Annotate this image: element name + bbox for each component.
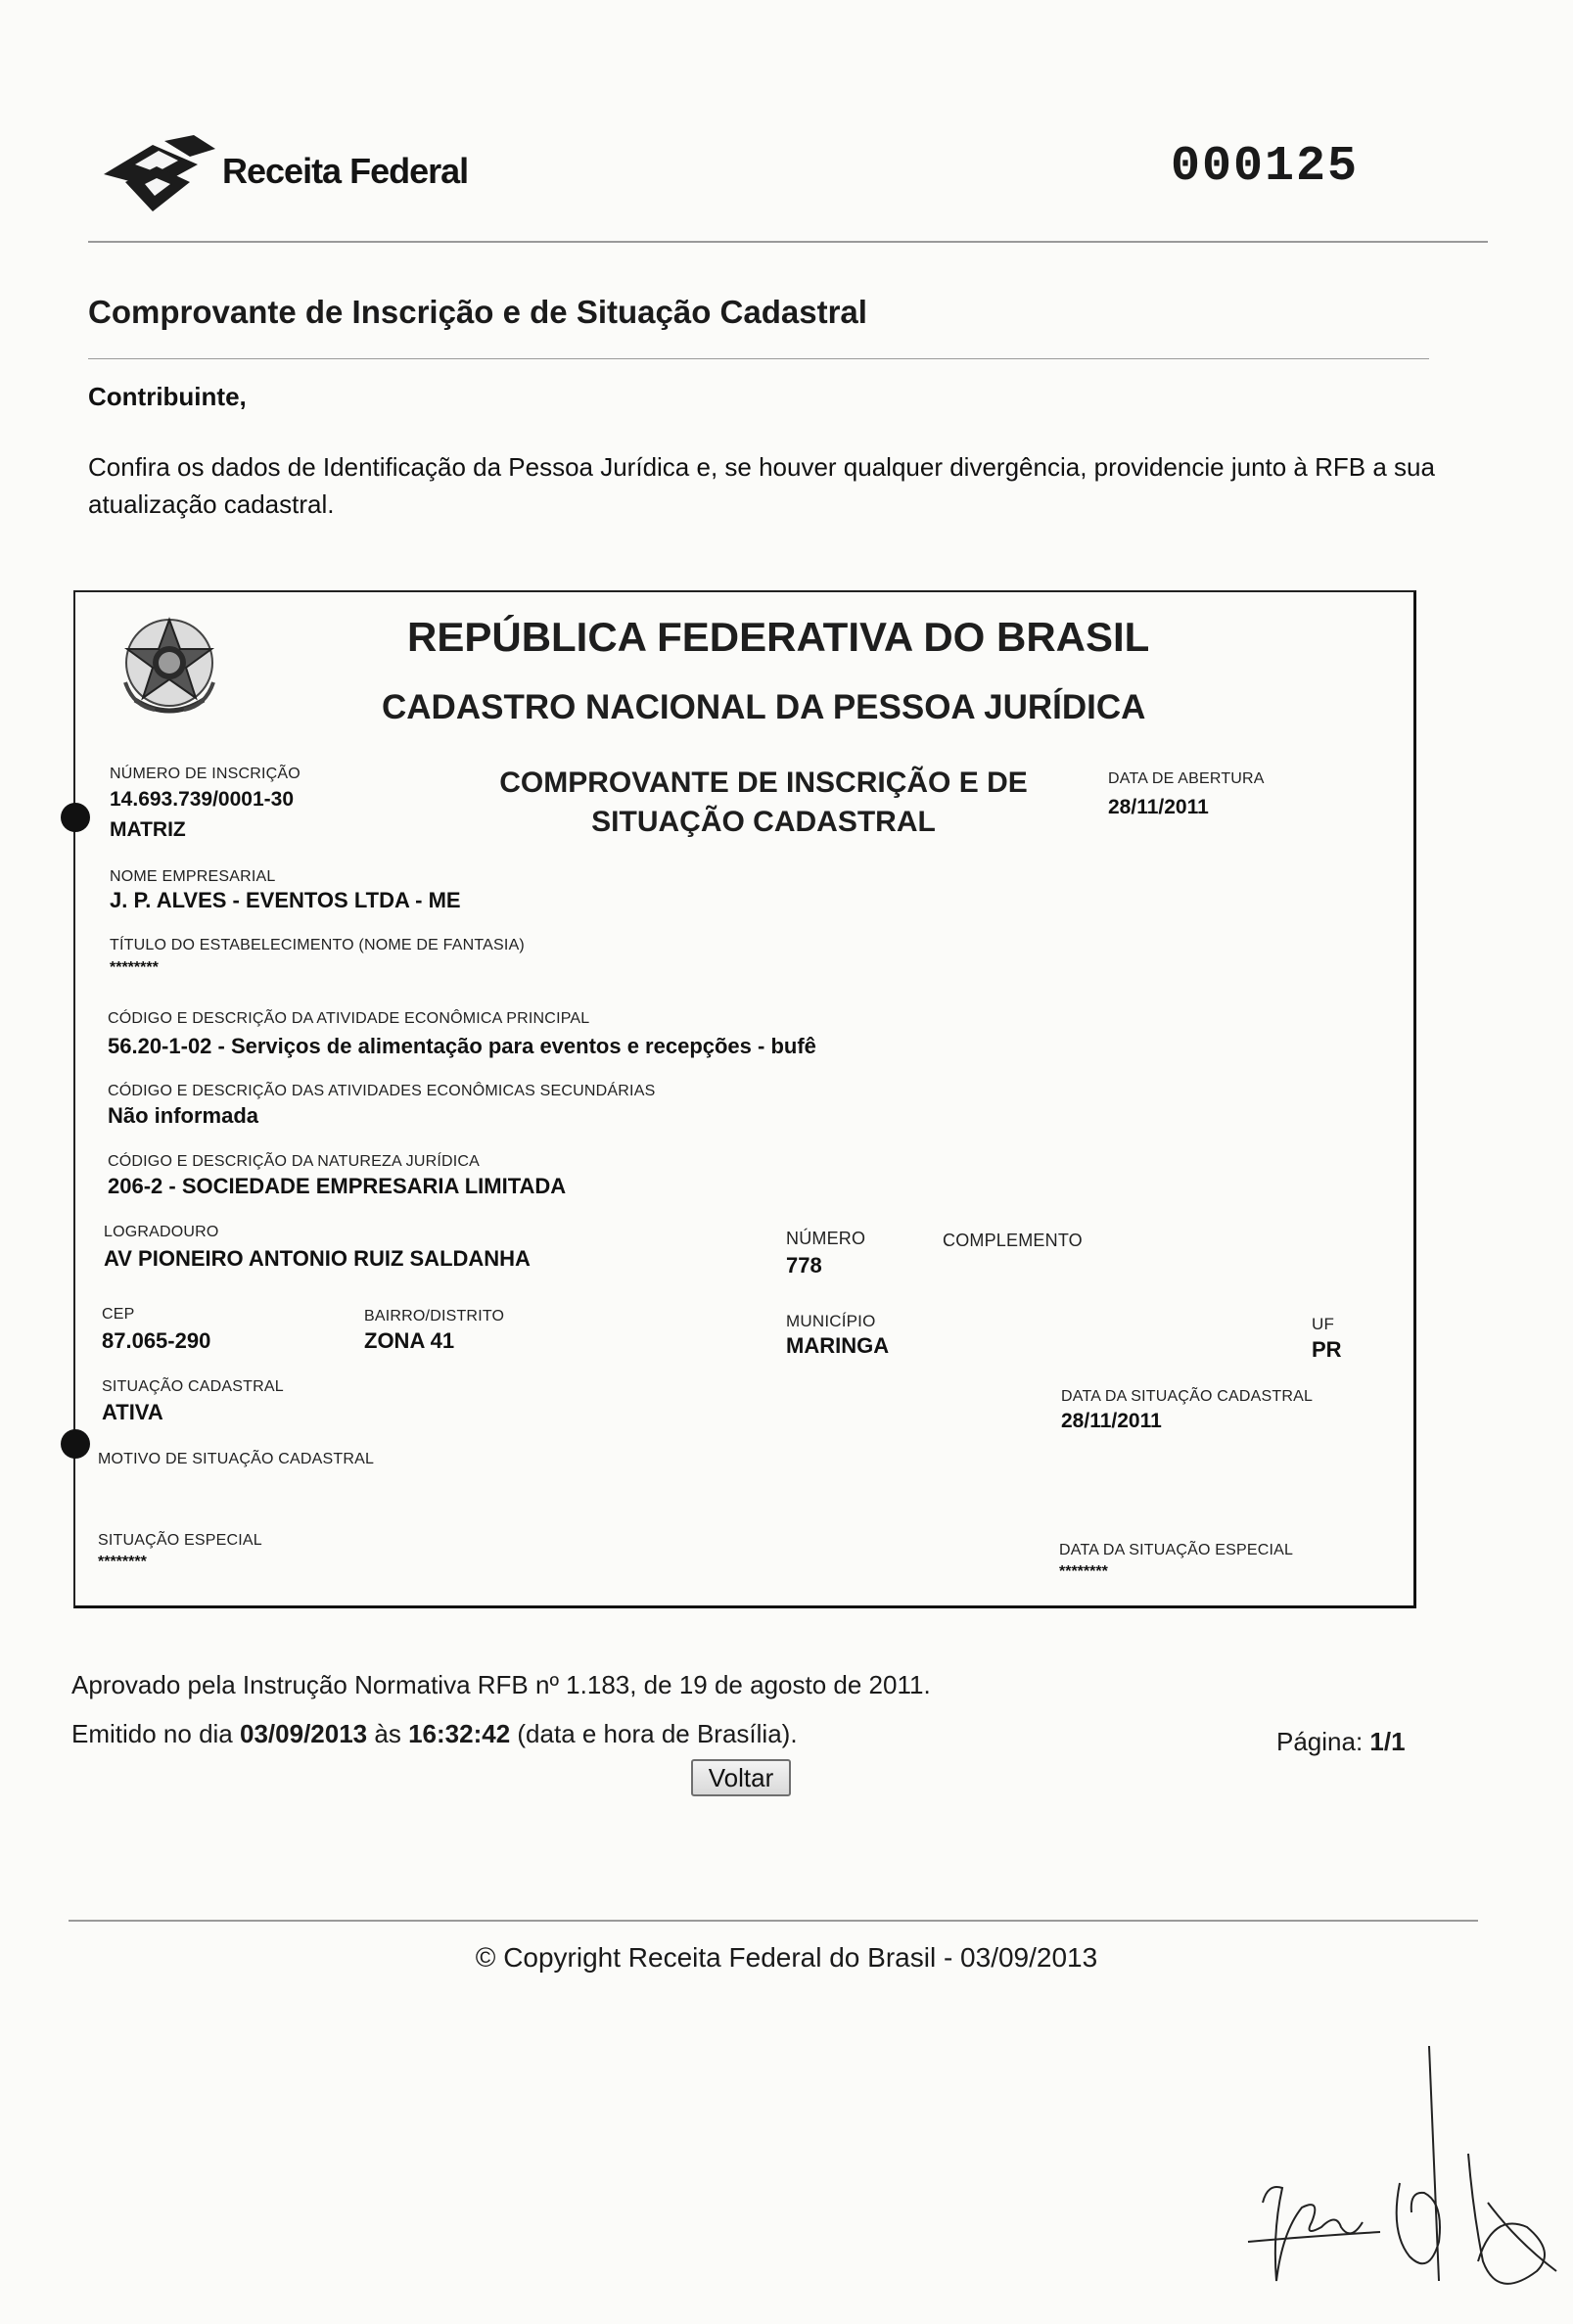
value-numero: 778	[786, 1253, 822, 1278]
label-situacao-cadastral: SITUAÇÃO CADASTRAL	[102, 1378, 284, 1395]
heading-comprovante: COMPROVANTE DE INSCRIÇÃO E DE SITUAÇÃO CADASTRAL	[499, 767, 1028, 838]
logo-text: Receita Federal	[222, 151, 469, 191]
emitido-hora: 16:32:42	[408, 1719, 511, 1748]
heading-republica: REPÚBLICA FEDERATIVA DO BRASIL	[407, 614, 1150, 660]
value-uf: PR	[1312, 1337, 1342, 1362]
label-atividades-secundarias: CÓDIGO E DESCRIÇÃO DAS ATIVIDADES ECONÔMICAS SECUNDÁRIAS	[108, 1083, 656, 1099]
emitido-suffix: (data e hora de Brasília).	[517, 1719, 798, 1748]
label-data-abertura: DATA DE ABERTURA	[1108, 770, 1265, 787]
page-title: Comprovante de Inscrição e de Situação Cadastral	[88, 294, 867, 330]
aprovado-text: Aprovado pela Instrução Normativa RFB nº 1.183, de 19 de agosto de 2011.	[71, 1670, 931, 1699]
value-logradouro: AV PIONEIRO ANTONIO RUIZ SALDANHA	[104, 1246, 531, 1271]
label-situacao-especial: SITUAÇÃO ESPECIAL	[98, 1532, 262, 1549]
greeting: Contribuinte,	[88, 382, 247, 411]
value-data-situacao-especial: ********	[1059, 1563, 1108, 1580]
emitido-prefix: Emitido no dia	[71, 1719, 233, 1748]
label-data-situacao-cadastral: DATA DA SITUAÇÃO CADASTRAL	[1061, 1388, 1314, 1405]
pagina-indicator	[1276, 1727, 1406, 1757]
value-atividades-secundarias: Não informada	[108, 1103, 259, 1128]
label-complemento: COMPLEMENTO	[943, 1231, 1083, 1250]
label-logradouro: LOGRADOURO	[104, 1224, 219, 1240]
voltar-button[interactable]: Voltar	[691, 1759, 791, 1796]
title-divider	[88, 358, 1429, 359]
emitido-line	[71, 1719, 798, 1749]
label-titulo-estabelecimento: TÍTULO DO ESTABELECIMENTO (NOME DE FANTASIA)	[110, 937, 525, 953]
value-cep: 87.065-290	[102, 1328, 211, 1353]
label-municipio: MUNICÍPIO	[786, 1312, 876, 1330]
value-natureza-juridica: 206-2 - SOCIEDADE EMPRESARIA LIMITADA	[108, 1174, 567, 1198]
value-tipo-estabelecimento: MATRIZ	[110, 818, 186, 841]
label-cep: CEP	[102, 1306, 135, 1323]
label-motivo-situacao: MOTIVO DE SITUAÇÃO CADASTRAL	[98, 1451, 375, 1467]
copyright-text: © Copyright Receita Federal do Brasil - 03/09/2013	[475, 1942, 1098, 1973]
punch-hole-bottom	[61, 1429, 90, 1459]
value-data-abertura: 28/11/2011	[1108, 796, 1209, 818]
label-nome-empresarial: NOME EMPRESARIAL	[110, 868, 276, 885]
label-bairro: BAIRRO/DISTRITO	[364, 1308, 505, 1325]
emitido-as: às	[374, 1719, 401, 1748]
header-divider	[88, 241, 1488, 243]
value-titulo-estabelecimento: ********	[110, 959, 159, 976]
pagina-label: Página:	[1276, 1727, 1364, 1756]
heading-cadastro: CADASTRO NACIONAL DA PESSOA JURÍDICA	[382, 688, 1146, 726]
label-natureza-juridica: CÓDIGO E DESCRIÇÃO DA NATUREZA JURÍDICA	[108, 1153, 480, 1170]
value-data-situacao-cadastral: 28/11/2011	[1061, 1410, 1162, 1432]
value-bairro: ZONA 41	[364, 1328, 455, 1353]
value-atividade-principal: 56.20-1-02 - Serviços de alimentação para eventos e recepções - bufê	[108, 1034, 816, 1058]
handwritten-signature	[1243, 2036, 1566, 2320]
value-nome-empresarial: J. P. ALVES - EVENTOS LTDA - ME	[110, 888, 461, 912]
coat-of-arms-icon	[116, 612, 223, 721]
emitido-data: 03/09/2013	[240, 1719, 368, 1748]
document-number-stamp: 000125	[1171, 139, 1360, 195]
label-numero: NÚMERO	[786, 1229, 866, 1248]
receita-federal-logo	[96, 127, 468, 215]
receita-federal-emblem-icon	[96, 127, 218, 215]
value-numero-inscricao: 14.693.739/0001-30	[110, 788, 295, 811]
value-situacao-especial: ********	[98, 1554, 147, 1570]
value-municipio: MARINGA	[786, 1333, 890, 1358]
intro-paragraph: Confira os dados de Identificação da Pessoa Jurídica e, se houver qualquer divergência, providencie junto à RFB a sua atualização cadastral.	[88, 452, 1435, 519]
footer-divider	[69, 1920, 1478, 1922]
label-atividade-principal: CÓDIGO E DESCRIÇÃO DA ATIVIDADE ECONÔMICA PRINCIPAL	[108, 1010, 590, 1027]
punch-hole-top	[61, 803, 90, 832]
label-uf: UF	[1312, 1315, 1335, 1333]
value-situacao-cadastral: ATIVA	[102, 1400, 163, 1424]
label-data-situacao-especial: DATA DA SITUAÇÃO ESPECIAL	[1059, 1542, 1294, 1558]
label-numero-inscricao: NÚMERO DE INSCRIÇÃO	[110, 766, 301, 782]
pagina-value: 1/1	[1369, 1727, 1406, 1756]
